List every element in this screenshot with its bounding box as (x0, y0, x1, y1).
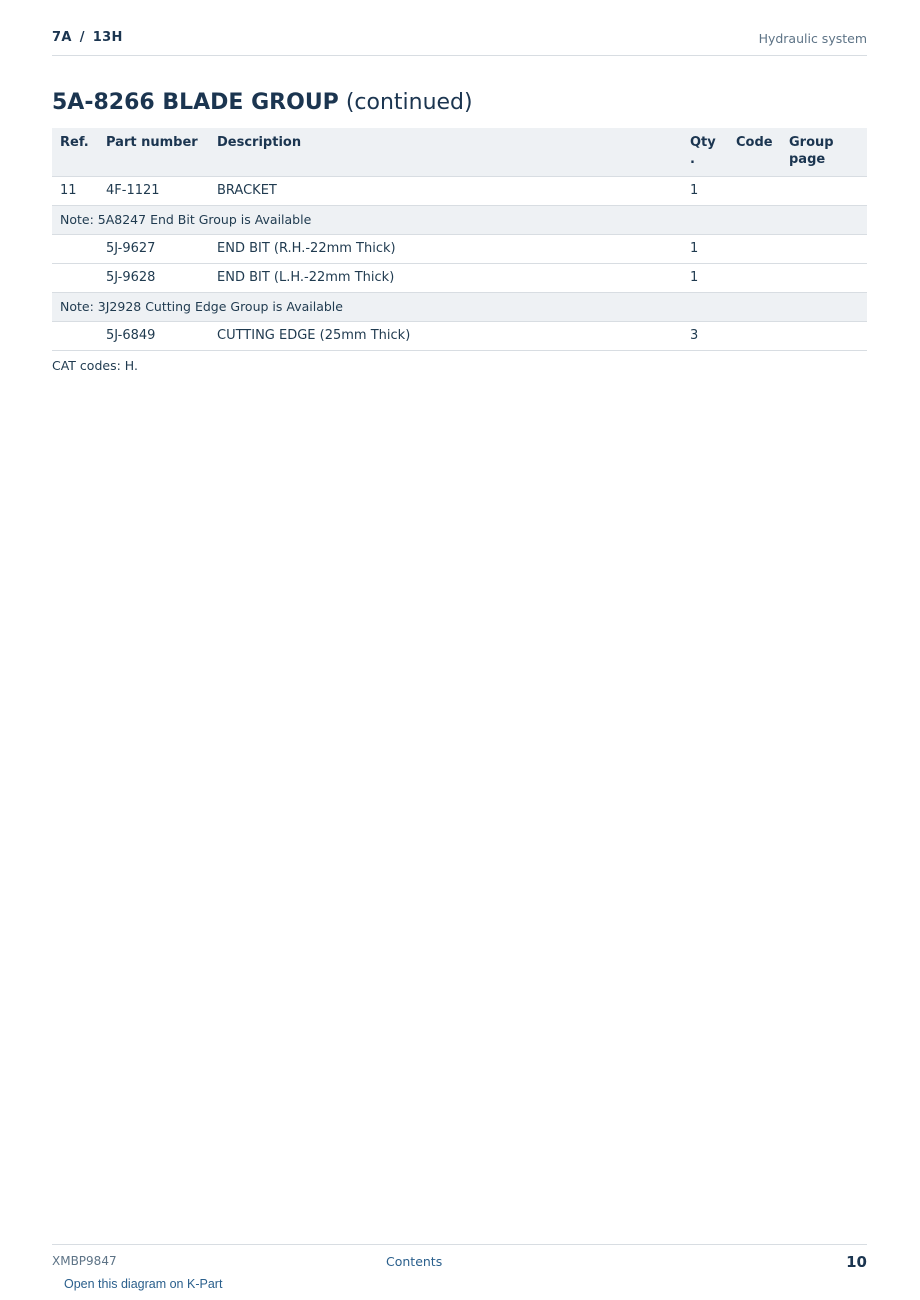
cell-qty: 1 (682, 177, 728, 206)
column-header-group-page: Group page (781, 128, 867, 177)
column-header-part-number: Part number (98, 128, 209, 177)
table-row (52, 177, 867, 206)
page-header (52, 28, 867, 56)
page-title-main: 5A-8266 BLADE GROUP (52, 90, 339, 115)
page-footer (52, 1244, 867, 1295)
cell-ref: 11 (52, 177, 98, 206)
page-title (52, 90, 473, 115)
cell-code (728, 177, 781, 206)
table-header-row (52, 128, 867, 177)
header-separator: / (79, 30, 85, 45)
cell-code (728, 235, 781, 264)
header-section: 7A (52, 30, 72, 45)
cell-qty: 1 (682, 264, 728, 293)
cell-group-page (781, 322, 867, 351)
parts-table (52, 128, 867, 351)
cell-group-page (781, 177, 867, 206)
note-text: Note: 3J2928 Cutting Edge Group is Available (52, 293, 867, 322)
cell-code (728, 322, 781, 351)
open-diagram-link[interactable]: Open this diagram on K-Part (64, 1277, 223, 1291)
cell-part-number: 5J-9627 (98, 235, 209, 264)
table-row (52, 322, 867, 351)
column-header-ref: Ref. (52, 128, 98, 177)
cat-codes: CAT codes: H. (52, 358, 138, 373)
table-note-row (52, 206, 867, 235)
contents-link[interactable]: Contents (386, 1254, 443, 1269)
cell-description: BRACKET (209, 177, 682, 206)
cell-ref (52, 264, 98, 293)
cell-description: CUTTING EDGE (25mm Thick) (209, 322, 682, 351)
header-category: Hydraulic system (758, 31, 867, 46)
column-header-code: Code (728, 128, 781, 177)
cell-code (728, 264, 781, 293)
cell-part-number: 5J-6849 (98, 322, 209, 351)
header-model: 13H (92, 30, 123, 45)
note-text: Note: 5A8247 End Bit Group is Available (52, 206, 867, 235)
table-row (52, 264, 867, 293)
table-note-row (52, 293, 867, 322)
cell-description: END BIT (L.H.-22mm Thick) (209, 264, 682, 293)
column-header-description: Description (209, 128, 682, 177)
footer-doc-id: XMBP9847 (52, 1254, 117, 1268)
cell-group-page (781, 235, 867, 264)
table-row (52, 235, 867, 264)
cell-ref (52, 322, 98, 351)
page-number: 10 (846, 1253, 867, 1271)
cell-part-number: 4F-1121 (98, 177, 209, 206)
cell-part-number: 5J-9628 (98, 264, 209, 293)
cell-ref (52, 235, 98, 264)
cell-group-page (781, 264, 867, 293)
cell-description: END BIT (R.H.-22mm Thick) (209, 235, 682, 264)
column-header-qty: Qty . (682, 128, 728, 177)
header-breadcrumb (52, 30, 123, 45)
cell-qty: 1 (682, 235, 728, 264)
page-title-suffix: (continued) (345, 90, 473, 115)
cell-qty: 3 (682, 322, 728, 351)
